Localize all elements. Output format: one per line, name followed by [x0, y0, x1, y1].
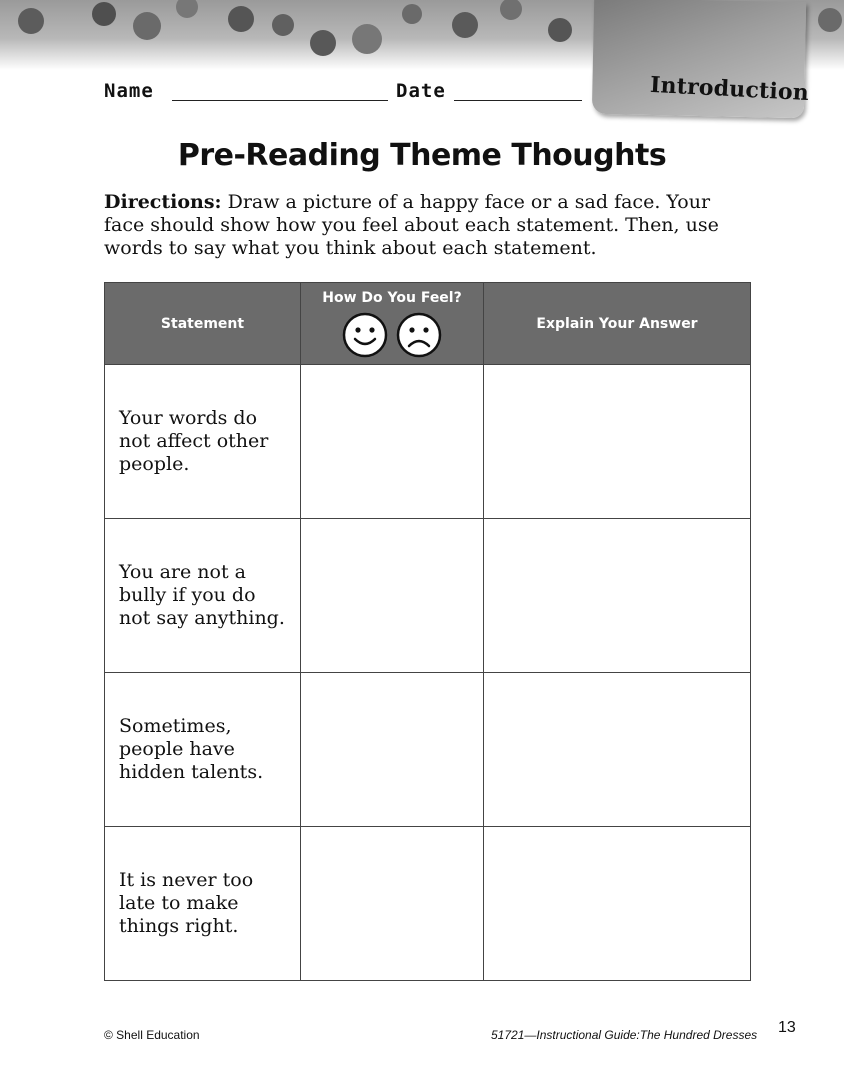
banner-dot	[133, 12, 161, 40]
banner-dot	[352, 24, 382, 54]
header-feel-label: How Do You Feel?	[322, 289, 462, 306]
statement-text: You are not a bully if you do not say anything.	[119, 561, 285, 629]
sad-face-icon	[396, 312, 442, 358]
directions-lead: Directions:	[104, 191, 222, 213]
statement-cell	[105, 827, 301, 981]
date-field[interactable]	[454, 100, 582, 101]
header-statement: Statement	[105, 283, 301, 365]
feel-answer-cell[interactable]	[301, 827, 484, 981]
explain-answer-cell[interactable]	[484, 827, 751, 981]
statement-text: It is never too late to make things right.	[119, 869, 254, 937]
directions	[104, 191, 754, 260]
feel-answer-cell[interactable]	[301, 673, 484, 827]
directions-text: Draw a picture of a happy face or a sad face. Your face should show how you feel about each statement. Then, use words to say what you think about each statement.	[104, 191, 719, 259]
table-row	[105, 673, 751, 827]
name-field[interactable]	[172, 100, 388, 101]
table-row	[105, 827, 751, 981]
table-header-row	[105, 283, 751, 365]
explain-answer-cell[interactable]	[484, 365, 751, 519]
banner-dot	[402, 4, 422, 24]
banner-dot	[228, 6, 254, 32]
feel-answer-cell[interactable]	[301, 365, 484, 519]
banner-dot	[548, 18, 572, 42]
banner-dot	[92, 2, 116, 26]
banner-dot	[452, 12, 478, 38]
name-label: Name	[104, 80, 154, 102]
explain-answer-cell[interactable]	[484, 519, 751, 673]
explain-answer-cell[interactable]	[484, 673, 751, 827]
table-row	[105, 365, 751, 519]
face-icons	[301, 312, 483, 358]
banner-dot	[500, 0, 522, 20]
date-label: Date	[396, 80, 446, 102]
page-number: 13	[778, 1019, 796, 1036]
statement-text: Sometimes, people have hidden talents.	[119, 715, 264, 783]
feel-answer-cell[interactable]	[301, 519, 484, 673]
statement-cell	[105, 519, 301, 673]
theme-thoughts-table	[104, 282, 751, 981]
header-explain: Explain Your Answer	[484, 283, 751, 365]
statement-cell	[105, 365, 301, 519]
happy-face-icon	[342, 312, 388, 358]
banner-dot	[18, 8, 44, 34]
section-tab-label: Introduction	[649, 71, 810, 107]
banner-dot	[272, 14, 294, 36]
banner-dot	[818, 8, 842, 32]
header-feel	[301, 283, 484, 365]
banner-dot	[176, 0, 198, 18]
footer-guide: 51721—Instructional Guide:The Hundred Dresses	[491, 1028, 758, 1042]
statement-text: Your words do not affect other people.	[119, 407, 269, 475]
banner-dot	[310, 30, 336, 56]
footer-publisher: © Shell Education	[104, 1028, 200, 1042]
statement-cell	[105, 673, 301, 827]
table-row	[105, 519, 751, 673]
page-title: Pre-Reading Theme Thoughts	[177, 138, 667, 173]
